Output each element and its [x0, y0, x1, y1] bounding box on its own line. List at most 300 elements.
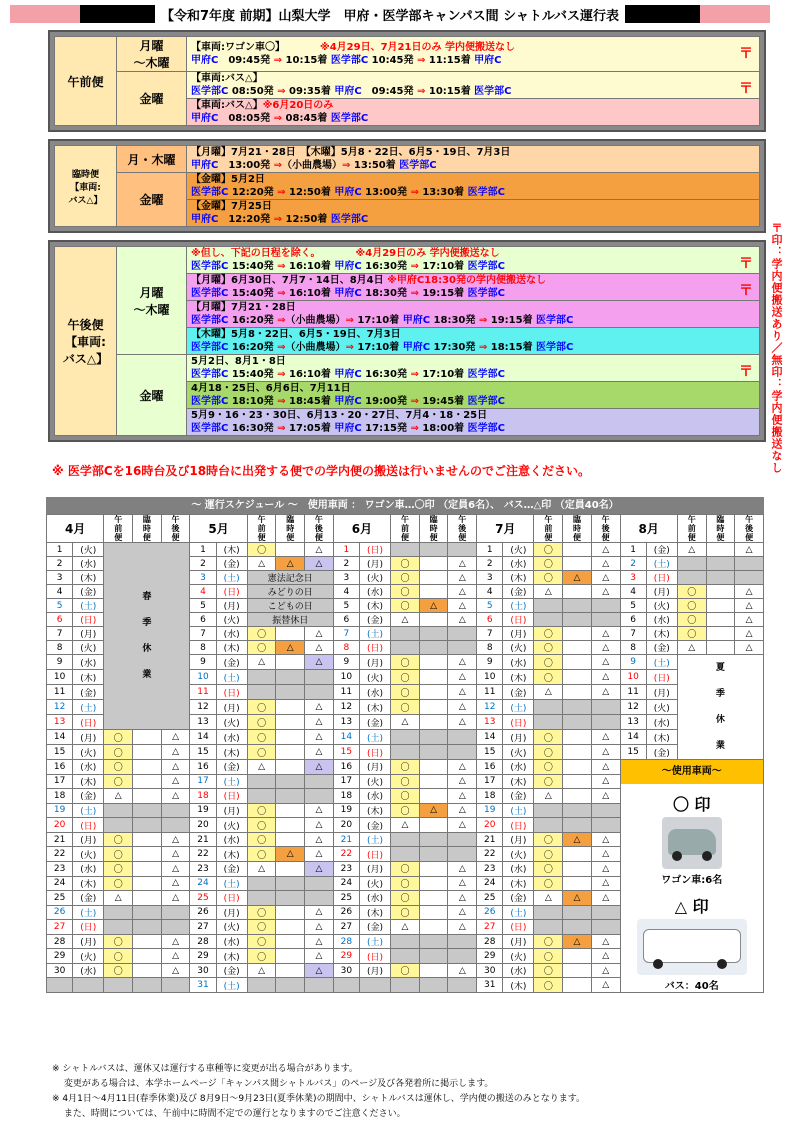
day-cell: 17 — [47, 774, 73, 789]
day-cell: (月) — [360, 557, 391, 571]
day-cell: 27 — [190, 920, 216, 935]
service-cell — [448, 543, 477, 557]
service-cell: 〇 — [104, 847, 133, 862]
route-line — [187, 72, 759, 85]
service-cell — [563, 920, 592, 935]
header-pink-block — [700, 5, 770, 23]
service-cell: △ — [247, 963, 276, 978]
day-cell: 15 — [620, 745, 646, 760]
day-cell: 22 — [47, 847, 73, 862]
holiday-name: 振替休日 — [247, 613, 333, 627]
day-cell: 8 — [477, 641, 503, 655]
service-cell: △ — [563, 934, 592, 949]
route-cell — [187, 382, 760, 409]
service-cell: △ — [305, 655, 334, 670]
day-cell: 27 — [47, 920, 73, 935]
day-cell: (土) — [360, 934, 391, 949]
service-cell: 〇 — [677, 599, 706, 613]
route-text: 医学部C 15:40発 ⇒ 16:10着 甲府C 18:30発 ⇒ 19:15着 医学部C — [191, 288, 505, 299]
route-line — [187, 341, 759, 354]
service-cell — [276, 627, 305, 641]
service-cell — [419, 557, 448, 571]
service-cell — [591, 715, 620, 730]
column-header: 午 後 便 — [161, 515, 190, 543]
service-cell: △ — [305, 832, 334, 847]
day-cell: (水) — [73, 963, 104, 978]
service-cell: △ — [448, 613, 477, 627]
service-cell — [276, 774, 305, 789]
service-cell — [563, 585, 592, 599]
service-cell — [133, 934, 162, 949]
day-cell: 25 — [477, 891, 503, 906]
service-cell — [276, 789, 305, 804]
service-cell — [133, 891, 162, 906]
day-cell: (月) — [503, 934, 534, 949]
day-cell: (水) — [216, 627, 247, 641]
day-cell: (月) — [73, 934, 104, 949]
route-cell — [187, 328, 760, 355]
service-cell: 〇 — [534, 655, 563, 670]
day-cell: (木) — [360, 700, 391, 715]
day-cell: (日) — [216, 585, 247, 599]
day-cell: 12 — [47, 700, 73, 715]
service-cell — [419, 832, 448, 847]
day-cell: 3 — [620, 571, 646, 585]
holiday-name: みどりの日 — [247, 585, 333, 599]
day-cell: 4 — [477, 585, 503, 599]
day-cell: (土) — [503, 599, 534, 613]
service-cell: 〇 — [391, 599, 420, 613]
service-cell: △ — [735, 599, 764, 613]
day-cell: 30 — [333, 963, 359, 978]
route-text: 医学部C 15:40発 ⇒ 16:10着 甲府C 16:30発 ⇒ 17:10着 医学部C — [191, 369, 505, 380]
day-cell: 29 — [477, 949, 503, 964]
service-cell: △ — [448, 599, 477, 613]
service-cell: △ — [276, 641, 305, 655]
day-cell: (日) — [646, 670, 677, 685]
service-cell: 〇 — [247, 627, 276, 641]
vertical-legend-note: 〒印：学内便搬送あり／無印：学内便搬送なし — [770, 222, 783, 474]
day-cell: (月) — [216, 905, 247, 920]
route-line — [187, 409, 759, 422]
service-cell: 〇 — [247, 949, 276, 964]
day-cell: 31 — [477, 978, 503, 993]
service-cell: △ — [305, 543, 334, 557]
route-text: 医学部C 16:20発 ⇒（小曲農場）⇒ 17:10着 甲府C 17:30発 ⇒ 18:15着 医学部C — [191, 342, 574, 353]
day-cell: 13 — [47, 715, 73, 730]
day-cell: (金) — [216, 963, 247, 978]
service-cell — [133, 818, 162, 833]
service-cell — [534, 613, 563, 627]
day-cell: (木) — [73, 571, 104, 585]
route-text: 【木曜】5月8・22日、6月5・19日、7月3日 — [191, 329, 401, 340]
service-cell: △ — [534, 685, 563, 700]
service-cell — [706, 613, 735, 627]
day-cell: (木) — [503, 774, 534, 789]
footnote-line: ※ 4月1日～4月11日(春季休業)及び 8月9日～9月23日(夏季休業)の期間中、シャトルバスは運休し、学内便の搬送のみとなります。 — [52, 1094, 586, 1104]
day-cell: (木) — [503, 978, 534, 993]
service-cell — [276, 832, 305, 847]
day-cell: (日) — [360, 847, 391, 862]
service-cell — [419, 641, 448, 655]
service-cell — [419, 715, 448, 730]
service-cell: 〇 — [534, 760, 563, 775]
service-cell: △ — [305, 730, 334, 745]
day-cell: (月) — [503, 730, 534, 745]
column-header: 臨 時 便 — [706, 515, 735, 543]
service-cell — [161, 818, 190, 833]
day-cell: (火) — [216, 920, 247, 935]
service-cell — [419, 585, 448, 599]
day-cell: (火) — [646, 700, 677, 715]
day-cell: (火) — [503, 949, 534, 964]
day-cell: 19 — [190, 803, 216, 818]
service-cell: △ — [448, 891, 477, 906]
service-cell — [419, 745, 448, 760]
service-cell: 〇 — [534, 847, 563, 862]
service-cell — [247, 789, 276, 804]
calendar-table — [46, 514, 764, 993]
day-cell: (月) — [216, 803, 247, 818]
service-cell: △ — [448, 670, 477, 685]
day-cell: (火) — [216, 715, 247, 730]
day-cell: 28 — [333, 934, 359, 949]
route-note: ※甲府C18:30発の学内便搬送なし — [383, 275, 546, 286]
postal-mark-icon: 〒 — [739, 256, 753, 272]
header-pink-block — [10, 5, 80, 23]
service-cell: 〇 — [677, 613, 706, 627]
day-cell: (土) — [646, 655, 677, 670]
day-cell: (月) — [646, 585, 677, 599]
service-cell: △ — [305, 715, 334, 730]
day-cell: (土) — [73, 803, 104, 818]
service-cell — [419, 730, 448, 745]
day-cell: 14 — [477, 730, 503, 745]
day-cell: 9 — [620, 655, 646, 670]
day-cell: (火) — [360, 774, 391, 789]
service-cell: △ — [161, 832, 190, 847]
day-cell: 13 — [477, 715, 503, 730]
service-cell: △ — [305, 745, 334, 760]
service-cell — [563, 543, 592, 557]
day-label: 月曜 ～木曜 — [117, 247, 187, 355]
service-cell: △ — [591, 876, 620, 891]
column-header: 午 前 便 — [391, 515, 420, 543]
day-cell: 9 — [477, 655, 503, 670]
day-label: 月曜 ～木曜 — [117, 37, 187, 72]
service-cell — [563, 599, 592, 613]
service-cell: △ — [161, 934, 190, 949]
footnote-line: ※ シャトルバスは、運休又は運行する車種等に変更が出る場合があります。 — [52, 1064, 358, 1074]
service-cell — [305, 891, 334, 906]
service-cell: △ — [305, 641, 334, 655]
route-cell — [187, 99, 760, 126]
service-cell — [276, 949, 305, 964]
route-cell — [187, 37, 760, 72]
day-cell: 8 — [620, 641, 646, 655]
service-cell: 〇 — [534, 963, 563, 978]
service-cell — [391, 978, 420, 993]
day-cell: 14 — [47, 730, 73, 745]
service-cell — [419, 963, 448, 978]
day-cell: 21 — [47, 832, 73, 847]
service-cell — [276, 934, 305, 949]
service-cell — [391, 627, 420, 641]
service-cell — [563, 803, 592, 818]
service-cell — [133, 978, 162, 993]
service-cell: △ — [276, 847, 305, 862]
service-cell: 〇 — [677, 585, 706, 599]
day-cell: (木) — [216, 847, 247, 862]
day-cell: 8 — [333, 641, 359, 655]
day-cell: (水) — [646, 715, 677, 730]
holiday-name: 憲法記念日 — [247, 571, 333, 585]
service-cell — [563, 627, 592, 641]
service-cell: △ — [448, 963, 477, 978]
route-line — [187, 355, 759, 368]
day-cell: (火) — [360, 670, 391, 685]
day-cell: 30 — [47, 963, 73, 978]
day-cell: 7 — [47, 627, 73, 641]
day-cell: (土) — [216, 670, 247, 685]
day-cell: (日) — [216, 685, 247, 700]
route-line — [187, 247, 759, 260]
day-cell: 16 — [477, 760, 503, 775]
header-black-block — [625, 5, 700, 23]
pm-section — [48, 240, 766, 442]
service-cell — [419, 891, 448, 906]
postal-mark-icon: 〒 — [739, 283, 753, 299]
day-cell: 24 — [47, 876, 73, 891]
route-text: 5月2日、8月1・8日 — [191, 356, 286, 367]
day-cell: 20 — [190, 818, 216, 833]
service-cell — [419, 543, 448, 557]
calendar-header: ～ 運行スケジュール ～ 使用車両 ： ワゴン車…〇印 （定員6名）、 バス…△印 （定員40名） — [46, 497, 764, 514]
route-cell — [187, 355, 760, 382]
day-cell: 6 — [477, 613, 503, 627]
service-cell: 〇 — [391, 891, 420, 906]
day-cell: (火) — [503, 641, 534, 655]
service-cell: △ — [591, 730, 620, 745]
day-cell: 5 — [333, 599, 359, 613]
day-cell: (木) — [503, 571, 534, 585]
service-cell — [161, 803, 190, 818]
service-cell: △ — [591, 847, 620, 862]
service-cell — [133, 847, 162, 862]
service-cell — [706, 571, 735, 585]
service-cell — [706, 557, 735, 571]
service-cell — [419, 655, 448, 670]
service-cell — [591, 599, 620, 613]
day-cell: (火) — [73, 949, 104, 964]
day-cell: (日) — [360, 543, 391, 557]
day-cell: 28 — [190, 934, 216, 949]
day-cell: 8 — [190, 641, 216, 655]
day-cell: (月) — [73, 730, 104, 745]
service-cell: △ — [591, 832, 620, 847]
day-cell: (火) — [360, 571, 391, 585]
service-cell — [534, 818, 563, 833]
service-cell: 〇 — [391, 685, 420, 700]
postal-mark-icon: 〒 — [739, 364, 753, 380]
route-line — [187, 213, 759, 226]
day-cell: 12 — [620, 700, 646, 715]
service-cell — [735, 571, 764, 585]
service-cell — [706, 585, 735, 599]
day-cell: (木) — [73, 876, 104, 891]
day-cell: 10 — [333, 670, 359, 685]
route-text: 医学部C 12:20発 ⇒ 12:50着 甲府C 13:00発 ⇒ 13:30着 医学部C — [191, 187, 505, 198]
service-cell: 〇 — [534, 557, 563, 571]
day-cell: (土) — [360, 832, 391, 847]
service-cell — [247, 978, 276, 993]
column-header: 臨 時 便 — [133, 515, 162, 543]
service-cell: △ — [161, 861, 190, 876]
service-cell: △ — [305, 963, 334, 978]
service-cell: 〇 — [534, 774, 563, 789]
day-cell: 9 — [190, 655, 216, 670]
service-cell: 〇 — [104, 963, 133, 978]
rinji-label: 臨時便 【車両: バス△】 — [55, 146, 117, 227]
day-cell: 2 — [333, 557, 359, 571]
day-cell: 14 — [620, 730, 646, 745]
service-cell: △ — [591, 949, 620, 964]
service-cell — [276, 818, 305, 833]
service-cell: △ — [104, 891, 133, 906]
day-cell: (月) — [216, 700, 247, 715]
service-cell — [247, 774, 276, 789]
service-cell — [419, 700, 448, 715]
day-cell: 1 — [620, 543, 646, 557]
service-cell — [247, 685, 276, 700]
day-cell: (金) — [216, 760, 247, 775]
service-cell: △ — [591, 760, 620, 775]
service-cell: △ — [448, 774, 477, 789]
route-text: 5月9・16・23・30日、6月13・20・27日、7月4・18・25日 — [191, 410, 488, 421]
day-cell: (水) — [503, 760, 534, 775]
service-cell: 〇 — [104, 730, 133, 745]
service-cell — [276, 861, 305, 876]
column-header: 午 後 便 — [735, 515, 764, 543]
service-cell — [133, 876, 162, 891]
holiday-name: こどもの日 — [247, 599, 333, 613]
service-cell: △ — [305, 700, 334, 715]
route-text: 【金曜】5月2日 — [191, 174, 265, 185]
service-cell: △ — [735, 627, 764, 641]
service-cell — [133, 774, 162, 789]
service-cell — [276, 891, 305, 906]
service-cell — [276, 905, 305, 920]
day-cell: (土) — [360, 730, 391, 745]
route-text: 医学部C 16:20発 ⇒（小曲農場）⇒ 17:10着 甲府C 18:30発 ⇒ 19:15着 医学部C — [191, 315, 574, 326]
service-cell: △ — [591, 543, 620, 557]
service-cell — [706, 543, 735, 557]
service-cell: △ — [276, 557, 305, 571]
service-cell: 〇 — [247, 730, 276, 745]
day-cell: 12 — [333, 700, 359, 715]
route-text: 医学部C 18:10発 ⇒ 18:45着 甲府C 19:00発 ⇒ 19:45着 医学部C — [191, 396, 505, 407]
service-cell: △ — [305, 934, 334, 949]
service-cell — [419, 847, 448, 862]
service-cell — [706, 641, 735, 655]
service-cell — [104, 920, 133, 935]
service-cell — [563, 949, 592, 964]
header-bar — [10, 4, 770, 24]
service-cell — [563, 978, 592, 993]
route-text: 【車両:ワゴン車〇】 — [191, 42, 280, 53]
service-cell — [591, 700, 620, 715]
day-cell: (水) — [73, 760, 104, 775]
day-cell: (土) — [503, 803, 534, 818]
day-cell: 21 — [477, 832, 503, 847]
route-line — [187, 85, 759, 98]
day-cell: 19 — [477, 803, 503, 818]
service-cell — [161, 905, 190, 920]
service-cell — [563, 745, 592, 760]
service-cell — [276, 670, 305, 685]
service-cell — [563, 641, 592, 655]
day-cell: 27 — [333, 920, 359, 935]
service-cell — [591, 920, 620, 935]
service-cell: 〇 — [534, 934, 563, 949]
day-cell: (火) — [360, 876, 391, 891]
service-cell: △ — [591, 571, 620, 585]
service-cell — [133, 760, 162, 775]
day-cell: 11 — [47, 685, 73, 700]
service-cell: △ — [161, 760, 190, 775]
day-label: 金曜 — [117, 173, 187, 227]
service-cell — [591, 818, 620, 833]
day-cell: (日) — [216, 789, 247, 804]
day-cell: (水) — [216, 730, 247, 745]
day-label: 金曜 — [117, 355, 187, 436]
footnote-line: また、時間については、午前中に時間不定での運行となりますのでご注意ください。 — [52, 1109, 406, 1119]
service-cell: △ — [563, 832, 592, 847]
service-cell: △ — [305, 627, 334, 641]
day-cell: (日) — [503, 818, 534, 833]
service-cell: 〇 — [534, 876, 563, 891]
day-cell: 30 — [477, 963, 503, 978]
route-line — [187, 146, 759, 159]
route-line — [187, 328, 759, 341]
day-cell: 4 — [190, 585, 216, 599]
service-cell — [276, 760, 305, 775]
header-black-block — [80, 5, 155, 23]
service-cell — [161, 978, 190, 993]
service-cell — [563, 655, 592, 670]
service-cell: 〇 — [534, 571, 563, 585]
service-cell — [391, 543, 420, 557]
service-cell: △ — [591, 655, 620, 670]
day-cell: (水) — [503, 655, 534, 670]
day-cell: (月) — [73, 627, 104, 641]
service-cell: △ — [677, 641, 706, 655]
service-cell: △ — [534, 891, 563, 906]
service-cell — [419, 818, 448, 833]
service-cell: 〇 — [534, 641, 563, 655]
day-cell — [73, 978, 104, 993]
column-header: 午 後 便 — [305, 515, 334, 543]
month-header: 5月 — [190, 515, 247, 543]
day-cell: (土) — [216, 571, 247, 585]
service-cell — [104, 905, 133, 920]
bus-image — [637, 919, 747, 975]
day-cell — [360, 978, 391, 993]
service-cell — [305, 876, 334, 891]
service-cell — [677, 571, 706, 585]
day-cell: (日) — [73, 818, 104, 833]
route-note: ※但し、下記の日程を除く。 ※4月29日のみ 学内便搬送なし — [191, 248, 500, 259]
